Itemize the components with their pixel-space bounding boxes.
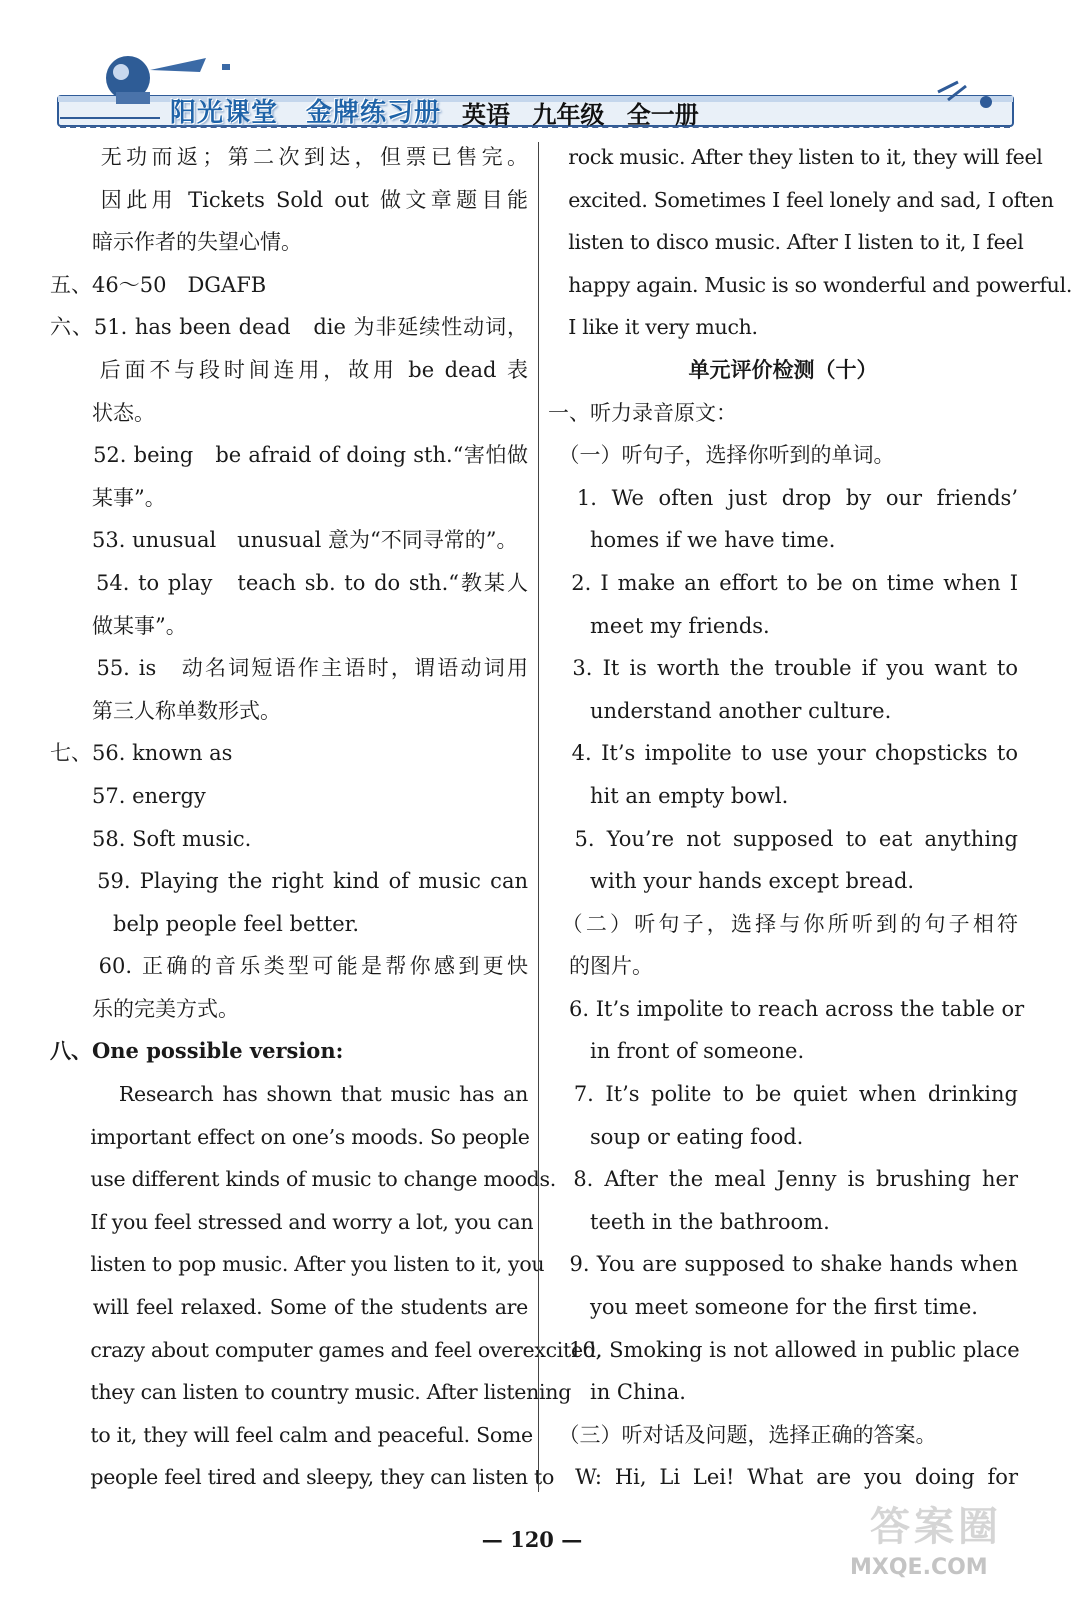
text-line: 某事”。	[50, 485, 166, 510]
text-line: listen to pop music. After you listen to it, you	[50, 1252, 545, 1277]
text-line: 58. Soft music.	[50, 826, 252, 851]
text-line: （一）听句子，选择你听到的单词。	[548, 443, 895, 468]
text-line: W: Hi, Li Lei! What are you doing for	[548, 1465, 1018, 1490]
text-line: 9. You are supposed to shake hands when	[548, 1252, 1018, 1277]
text-line: 无功而返；第二次到达，但票已售完。	[50, 145, 528, 169]
text-line: 单元评价检测（十）	[688, 356, 878, 382]
text-line: you meet someone for the first time.	[548, 1295, 978, 1320]
text-line: 八、One possible version:	[50, 1038, 344, 1064]
text-line: listen to disco music. After I listen to it, I feel	[548, 230, 1024, 255]
text-line: 做某事”。	[50, 613, 187, 638]
text-line: use different kinds of music to change moods.	[50, 1167, 556, 1192]
text-line: to it, they will feel calm and peaceful. Some	[50, 1422, 533, 1447]
text-line: 6. It’s impolite to reach across the table or	[548, 996, 1025, 1021]
text-line: excited. Sometimes I feel lonely and sad, I often	[548, 187, 1054, 212]
text-line: 54. to play teach sb. to do sth.“教某人	[50, 570, 528, 595]
text-line: 7. It’s polite to be quiet when drinking	[548, 1082, 1018, 1107]
text-line: 六、51. has been dead die 为非延续性动词，	[50, 315, 528, 340]
arrow-icon	[150, 58, 206, 72]
subject-info: 英语 九年级 全一册	[462, 101, 699, 129]
text-line: 五、46～50 DGAFB	[50, 272, 267, 297]
text-line: soup or eating food.	[548, 1124, 804, 1149]
text-line: 的图片。	[548, 954, 653, 979]
page-number: — 120 —	[481, 1527, 583, 1552]
text-line: 55. is 动名词短语作主语时，谓语动词用	[50, 656, 528, 681]
text-line: 5. You’re not supposed to eat anything	[548, 826, 1018, 851]
text-line: 1. We often just drop by our friends’	[548, 485, 1018, 510]
text-line: 8. After the meal Jenny is brushing her	[548, 1167, 1018, 1192]
text-line: 一、听力录音原文：	[548, 400, 737, 425]
text-line: 4. It’s impolite to use your chopsticks to	[548, 741, 1018, 766]
text-line: with your hands except bread.	[548, 869, 915, 894]
text-line: 七、56. known as	[50, 741, 233, 766]
text-line: 后面不与段时间连用，故用 be dead 表	[50, 357, 528, 382]
column-divider	[538, 142, 539, 1492]
watermark	[850, 1495, 1050, 1590]
text-line: 暗示作者的失望心情。	[50, 230, 302, 255]
text-line: 60. 正确的音乐类型可能是帮你感到更快	[50, 954, 528, 979]
text-line: 59. Playing the right kind of music can	[50, 869, 528, 894]
series-subtitle: 金牌练习册	[306, 98, 442, 128]
text-line: 因此用 Tickets Sold out 做文章题目能	[50, 187, 528, 212]
text-line: hit an empty bowl.	[548, 783, 789, 808]
text-line: belp people feel better.	[50, 911, 360, 936]
text-line: 第三人称单数形式。	[50, 698, 281, 723]
text-line: meet my friends.	[548, 613, 770, 638]
text-line: important effect on one’s moods. So people	[50, 1124, 530, 1149]
text-line: people feel tired and sleepy, they can listen to	[50, 1465, 555, 1490]
text-line: 53. unusual unusual 意为“不同寻常的”。	[50, 528, 518, 553]
text-line: （二）听句子，选择与你所听到的句子相符	[548, 911, 1018, 936]
text-line: in China.	[548, 1380, 686, 1405]
text-line: （三）听对话及问题，选择正确的答案。	[548, 1422, 937, 1447]
text-line: happy again. Music is so wonderful and powerful.	[548, 272, 1072, 297]
text-line: Research has shown that music has an	[50, 1082, 528, 1107]
text-line: understand another culture.	[548, 698, 892, 723]
text-line: 状态。	[50, 400, 155, 425]
text-line: 57. energy	[50, 783, 206, 808]
watermark-url: MXQE.COM	[850, 1555, 988, 1580]
text-line: I like it very much.	[548, 315, 758, 340]
text-line: crazy about computer games and feel overexcited,	[50, 1337, 602, 1362]
header-divider	[60, 126, 1010, 128]
page-header	[0, 0, 1064, 140]
text-line: rock music. After they listen to it, they will feel	[548, 145, 1043, 169]
text-line: 2. I make an effort to be on time when I	[548, 570, 1018, 595]
text-line: homes if we have time.	[548, 528, 836, 553]
text-line: teeth in the bathroom.	[548, 1209, 830, 1234]
text-line: they can listen to country music. After listening	[50, 1380, 572, 1405]
text-line: 10. Smoking is not allowed in public place	[548, 1337, 1020, 1362]
text-line: If you feel stressed and worry a lot, you can	[50, 1209, 534, 1234]
text-line: will feel relaxed. Some of the students are	[50, 1295, 528, 1320]
watermark-logo-text: 答案圈	[870, 1504, 1002, 1550]
text-line: 52. being be afraid of doing sth.“害怕做	[50, 443, 528, 468]
text-line: in front of someone.	[548, 1039, 805, 1064]
series-title: 阳光课堂	[170, 98, 279, 128]
text-line: 3. It is worth the trouble if you want to	[548, 656, 1018, 681]
text-line: 乐的完美方式。	[50, 996, 239, 1021]
right-column	[548, 136, 1072, 1499]
